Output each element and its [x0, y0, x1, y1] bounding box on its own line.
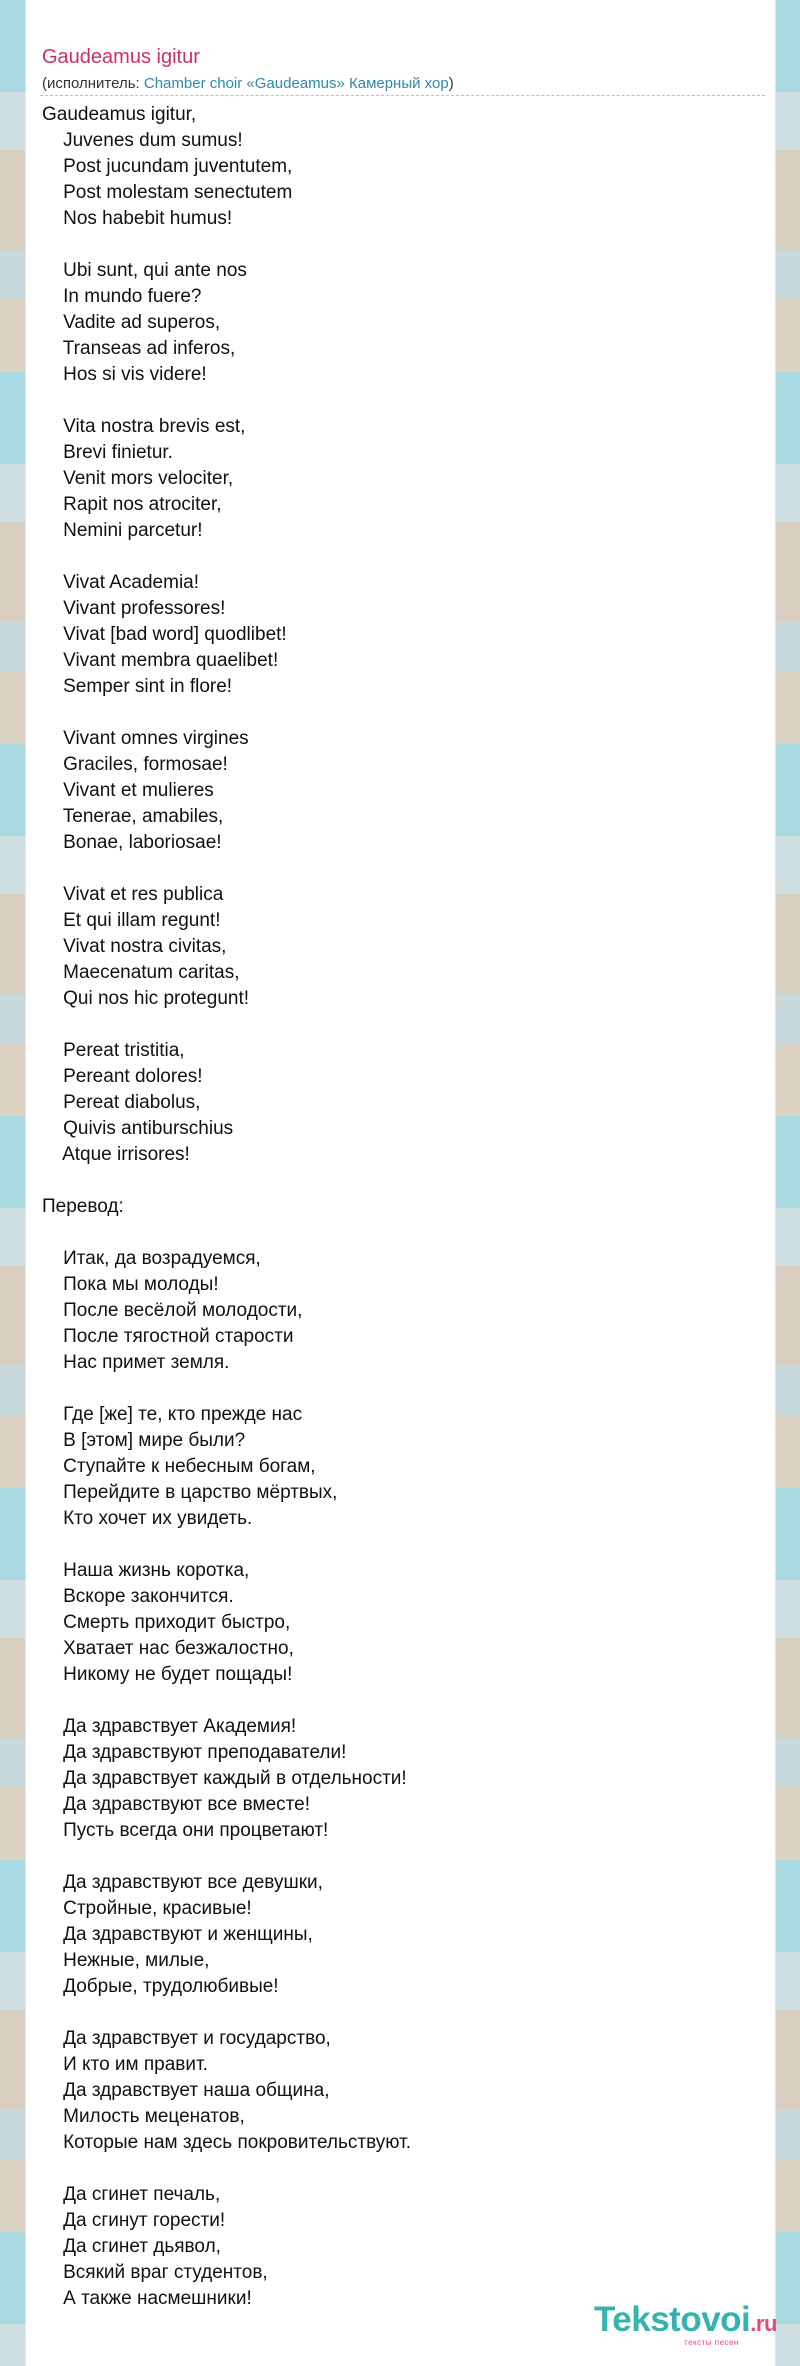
performer-link[interactable]: Chamber choir «Gaudeamus» Камерный хор [143, 75, 449, 92]
header-divider [40, 95, 765, 96]
logo-wordmark [594, 2302, 794, 2342]
song-title: Gaudeamus igitur [42, 46, 200, 68]
performer-suffix: ) [448, 75, 454, 92]
logo-tld: .ru [750, 2311, 777, 2336]
song-header [42, 44, 765, 94]
lyrics-text: Gaudeamus igitur, Juvenes dum sumus! Post jucundam juventutem, Post molestam senectutem Nos habebit humus! Ubi sunt, qui ante nos In mundo fuere? Vadite ad superos, Transeas ad inferos, Hos si vis videre! Vita nostra brevis est, Brevi finietur. Venit mors velociter, Rapit nos atrociter, Nemini parcetur! Vivat Academia! Vivant professores! Vivat [bad word] quodlibet! Vivant membra quaelibet! Semper sint in flore! Vivant omnes virgines Graciles, formosae! Vivant et mulieres Tenerae, amabiles, Bonae, laboriosae! Vivat et res publica Et qui illam regunt! Vivat nostra civitas, Maecenatum caritas, Qui nos hic protegunt! Pereat tristitia, Pereant dolores! Pereat diabolus, Quivis antiburschius Atque irrisores! Перевод: Итак, да возрадуемся, Пока мы молоды! После весёлой молодости, После тягостной старости Нас примет земля. Где [же] те, кто прежде нас В [этом] мире были? Ступайте к небесным богам, Перейдите в царство мёртвых, Кто хочет их увидеть. Наша жизнь коротка, Вскоре закончится. Смерть приходит быстро, Хватает нас безжалостно, Никому не будет пощады! Да здравствует Академия! Да здравствуют преподаватели! Да здравствует каждый в отдельности! Да здравствуют все вместе! Пусть всегда они процветают! Да здравствуют все девушки, Стройные, красивые! Да здравствуют и женщины, Нежные, милые, Добрые, трудолюбивые! Да здравствует и государство, И кто им правит. Да здравствует наша община, Милость меценатов, Которые нам здесь покровительствуют. Да сгинет печаль, Да сгинут горести! Да сгинет дьявол, Всякий враг студентов, А также насмешники! [42, 104, 411, 2309]
logo-name: Tekstovoi [594, 2300, 751, 2339]
site-logo[interactable] [594, 2302, 794, 2346]
performer-prefix: (исполнитель: [42, 75, 144, 92]
logo-tagline: тексты песен [684, 2338, 739, 2347]
lyrics-card [26, 0, 775, 2366]
performer-line [42, 74, 765, 94]
